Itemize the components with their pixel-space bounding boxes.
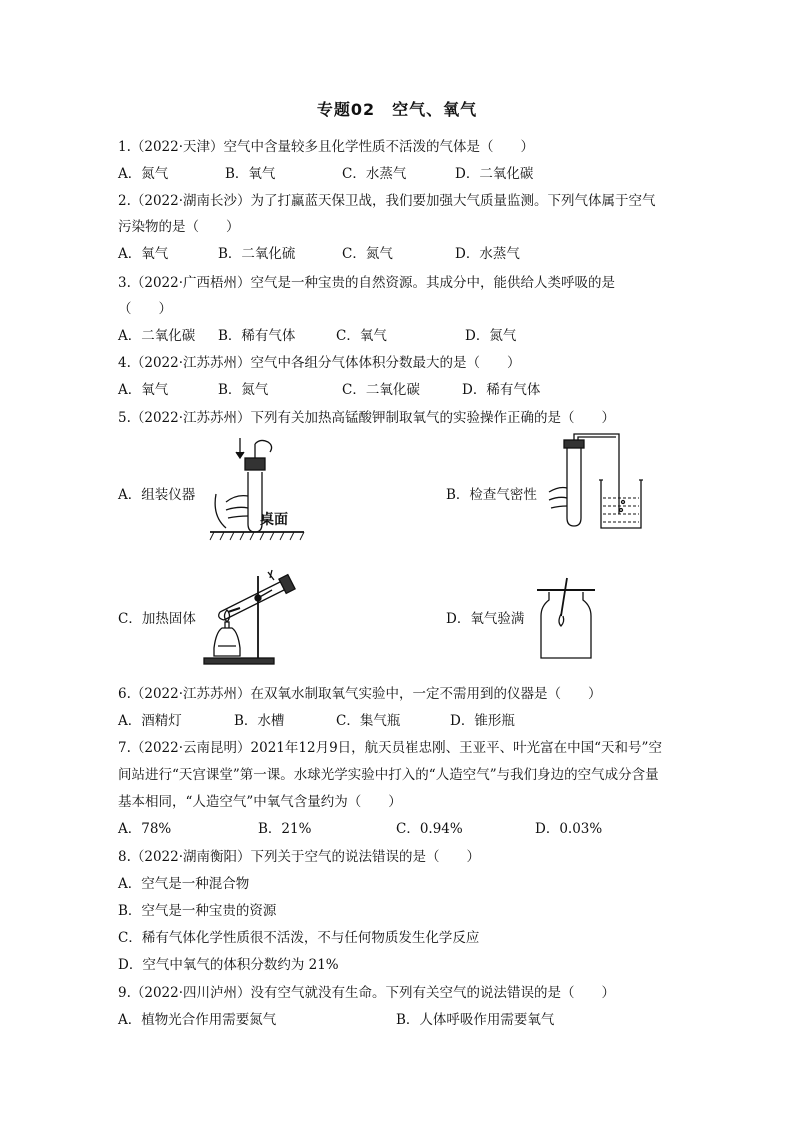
question-1-option-c: C．水蒸气	[342, 166, 407, 182]
question-5-option-c: C．加热固体	[118, 611, 196, 627]
question-2-option-c: C．氮气	[342, 246, 393, 262]
question-7-option-c: C．0.94%	[396, 821, 463, 837]
question-6-option-c: C．集气瓶	[336, 713, 401, 729]
question-6-option-d: D．锥形瓶	[450, 713, 515, 729]
question-3-option-b: B．稀有气体	[218, 328, 296, 344]
question-8-option-a: A．空气是一种混合物	[118, 876, 250, 892]
question-2-stem-line-2: 污染物的是（ ）	[118, 219, 240, 235]
question-5-option-a: A．组装仪器	[118, 487, 196, 503]
question-3-option-d: D．氮气	[465, 328, 517, 344]
question-7-stem-line-2: 间站进行“天宫课堂”第一课。水球光学实验中打入的“人造空气”与我们身边的空气成分含量	[118, 767, 659, 783]
question-4-option-b: B．氮气	[218, 382, 269, 398]
page-title: 专题02 空气、氧气	[316, 100, 478, 119]
question-7-option-d: D．0.03%	[535, 821, 603, 837]
question-8-stem: 8.（2022·湖南衡阳）下列关于空气的说法错误的是（ ）	[118, 849, 481, 865]
question-4-option-a: A．氧气	[118, 382, 169, 398]
question-5-option-d: D．氧气验满	[446, 611, 525, 627]
oxygen-full-test-figure	[535, 576, 597, 662]
question-9-option-a: A．植物光合作用需要氮气	[118, 1012, 277, 1028]
question-1-option-a: A．氮气	[118, 166, 169, 182]
question-4-option-d: D．稀有气体	[462, 382, 541, 398]
table-surface-label: 桌面	[260, 512, 288, 528]
question-2-option-b: B．二氧化硫	[218, 246, 296, 262]
question-9-option-b: B．人体呼吸作用需要氧气	[396, 1012, 555, 1028]
question-7-option-a: A．78%	[118, 821, 172, 837]
question-8-option-b: B．空气是一种宝贵的资源	[118, 903, 277, 919]
question-3-option-a: A．二氧化碳	[118, 328, 196, 344]
question-1-stem: 1.（2022·天津）空气中含量较多且化学性质不活泼的气体是（ ）	[118, 139, 535, 155]
question-2-option-d: D．水蒸气	[455, 246, 520, 262]
question-1-option-d: D．二氧化碳	[455, 166, 534, 182]
question-6-stem: 6.（2022·江苏苏州）在双氧水制取氧气实验中，一定不需用到的仪器是（ ）	[118, 686, 602, 702]
assemble-apparatus-figure	[208, 432, 306, 544]
question-3-option-c: C．氧气	[336, 328, 387, 344]
question-4-stem: 4.（2022·江苏苏州）空气中各组分气体体积分数最大的是（ ）	[118, 355, 521, 371]
question-2-stem-line-1: 2.（2022·湖南长沙）为了打赢蓝天保卫战，我们要加强大气质量监测。下列气体属于空气	[118, 193, 656, 209]
question-3-stem-line-1: 3.（2022·广西梧州）空气是一种宝贵的自然资源。其成分中，能供给人类呼吸的是	[118, 275, 616, 291]
question-4-option-c: C．二氧化碳	[342, 382, 420, 398]
airtightness-check-figure	[545, 432, 645, 534]
question-5-option-b: B．检查气密性	[446, 487, 537, 503]
question-6-option-b: B．水槽	[234, 713, 285, 729]
question-7-stem-line-1: 7.（2022·云南昆明）2021年12月9日，航天员崔忠刚、王亚平、叶光富在中国“天和号”空	[118, 740, 662, 756]
question-8-option-c: C．稀有气体化学性质很不活泼，不与任何物质发生化学反应	[118, 930, 480, 946]
question-3-stem-line-2: （ ）	[118, 301, 172, 317]
question-2-option-a: A．氧气	[118, 246, 169, 262]
question-7-stem-line-3: 基本相同，“人造空气”中氧气含量约为（ ）	[118, 794, 402, 810]
question-8-option-d: D．空气中氧气的体积分数约为 21%	[118, 957, 339, 973]
question-6-option-a: A．酒精灯	[118, 713, 182, 729]
question-7-option-b: B．21%	[258, 821, 312, 837]
question-1-option-b: B．氧气	[225, 166, 276, 182]
heat-solid-figure	[200, 568, 312, 668]
question-9-stem: 9.（2022·四川泸州）没有空气就没有生命。下列有关空气的说法错误的是（ ）	[118, 985, 616, 1001]
question-5-stem: 5.（2022·江苏苏州）下列有关加热高锰酸钾制取氧气的实验操作正确的是（ ）	[118, 410, 616, 426]
